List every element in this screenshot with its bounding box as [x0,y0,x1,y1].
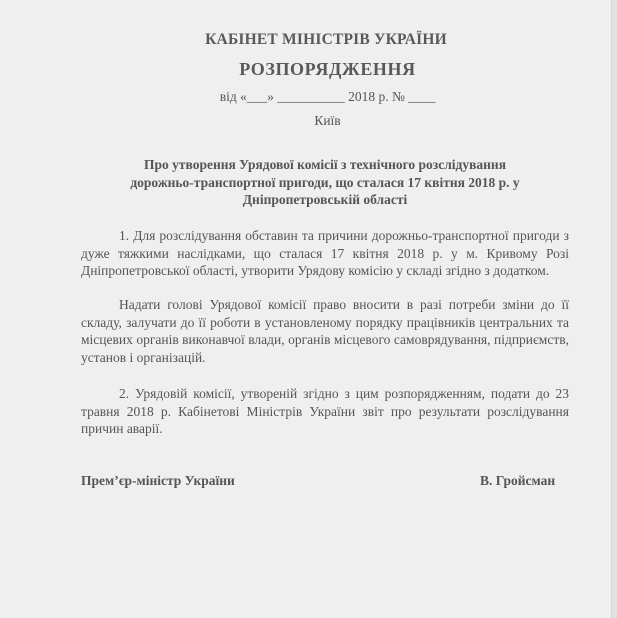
body-section-2 [81,296,569,366]
date-number-line: від «___» __________ 2018 р. № ____ [219,89,436,104]
body-section-1 [81,227,569,280]
document-type-heading: РОЗПОРЯДЖЕННЯ [239,59,416,79]
subject-line-1: Про утворення Урядової комісії з технічного розслідування [143,157,506,172]
document-subject [100,156,550,209]
body-section-3 [81,385,569,438]
city-label: Київ [314,113,341,128]
subject-line-3: Дніпропетровській області [242,192,408,207]
paragraph-2: Надати голові Урядової комісії право вносити в разі потреби зміни до її складу, залучати до її роботи в установленому порядку працівників центральних та місцевих органів виконавчої влади, органів місцевого самоврядування, підприємств, установ і організацій. [81,297,569,365]
paragraph-3: 2. Урядовій комісії, утвореній згідно з цим розпорядженням, подати до 23 травня 2018 р. Кабінетові Міністрів України звіт про результати розслідування причин аварії. [81,386,569,436]
subject-line-2: дорожньо-транспортної пригоди, що сталася 17 квітня 2018 р. у [130,174,520,190]
signatory-name: В. Гройсман [480,473,556,488]
signatory-title: Прем’єр-міністр України [81,473,235,488]
issuer-heading: КАБІНЕТ МІНІСТРІВ УКРАЇНИ [205,31,447,48]
paragraph-1: 1. Для розслідування обставин та причини дорожньо-транспортної пригоди з дуже тяжкими наслідками, що сталася 17 квітня 2018 р. у м. Кривому Розі Дніпропетровської області, утворити Урядову комісію у складі згідно з додатком. [81,228,569,278]
